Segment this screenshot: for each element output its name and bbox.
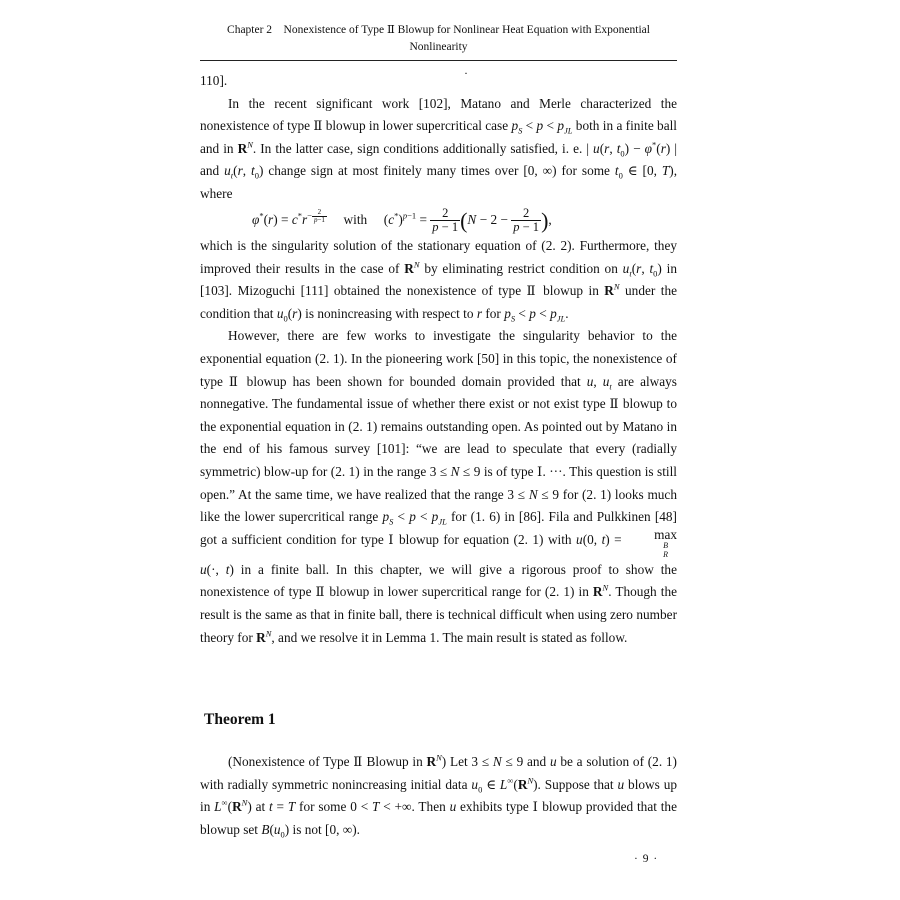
paragraph-3: However, there are few works to investigate the singularity behavior to the exponential equation (2. 1). In the pioneering work [50] in this topic, the nonexistence of type Ⅱ blowup has been shown for bounded domain provided that u, $u_t$ are always nonnegative. The fundamental issue of whether there exist or not exist type Ⅱ blowup to the exponential equation in (2. 1) remains outstanding open. As pointed out by Matano in the end of his famous survey [101]: “we are lead to speculate that every (radially symmetric) blow-up for (2. 1) in the range 3 ≤ N ≤ 9 is of type Ⅰ. ···. This question is still open.” At the same time, we have realized that the range 3 ≤ N ≤ 9 for (2. 1) looks much like the lower supercritical range $p_S < p < p_{JL}$ for (1. 6) in [86]. Fila and Pulkkinen [48] got a sufficient condition for type Ⅰ blowup for equation (2. 1) with u(0, t) = max B R u(·, t) in a finite ball. In this chapter, we will give a rigorous proof to show the nonexistence of type Ⅱ blowup in lower supercritical range for (2. 1) in $R^N$. Though the result is the same as that in finite ball, there is technical difficult when using zero number theory for $R^N$, and we resolve it in Lemma 1. The main result is stated as follow.	[200, 328, 678, 645]
theorem-title: Theorem 1	[204, 711, 276, 728]
paragraph-0: 110].	[200, 73, 228, 88]
stray-dot: ·	[464, 66, 468, 80]
header-line-2: Nonlinearity	[409, 41, 468, 53]
header-rule	[200, 60, 677, 61]
singular-solution-formula: $\varphi^*(r) = c^*r^{- \frac{2}{p-1}}$ with $(c^*)^{p-1}$ = $\frac{2}{p - 1}$ (N − 2 − $\frac{2}{p - 1}$ ),	[252, 206, 552, 235]
theorem-statement: (Nonexistence of Type Ⅱ Blowup in $R^N$) Let 3 ≤ N ≤ 9 and u be a solution of (2. 1) with radially symmetric nonincreasing initial data $u_0$ ∈ $L^\infty(R^N)$. Suppose that u blows up in $L^\infty(R^N)$ at t = T for some 0 < T < +∞. Then u exhibits type Ⅰ blowup provided that the blowup set $B(u_0)$ is not [0, ∞).	[200, 752, 677, 840]
paragraph-2: which is the singularity solution of the stationary equation of (2. 2). Furthermore, they improved their results in the case of $R^N$ by eliminating restrict condition on $u_t(r$, $t_0$) in [103]. Mizoguchi [111] obtained the nonexistence of type Ⅱ blowup in $R^N$ under the condition that $u_0(r)$ is nonincreasing with respect to r for $p_S < p < p_{JL}$.	[200, 238, 677, 324]
header-line-1: Chapter 2 Nonexistence of Type Ⅱ Blowup for Nonlinear Heat Equation with Exponential	[227, 24, 650, 36]
running-header	[200, 22, 677, 56]
page-number: · 9 ·	[634, 853, 659, 865]
body-text	[200, 70, 677, 649]
paragraph-1: In the recent significant work [102], Matano and Merle characterized the nonexistence of type Ⅱ blowup in lower supercritical case $p_S < p < p_{JL}$ both in a finite ball and in $R^N$. In the latter case, sign conditions additionally satisfied, i. e. | u(r, $t_0) - \varphi^*(r)$ | and $u_t(r$, $t_0$) change sign at most finitely many times over [0, ∞) for some $t_0$ ∈ [0, T), where	[200, 95, 678, 201]
